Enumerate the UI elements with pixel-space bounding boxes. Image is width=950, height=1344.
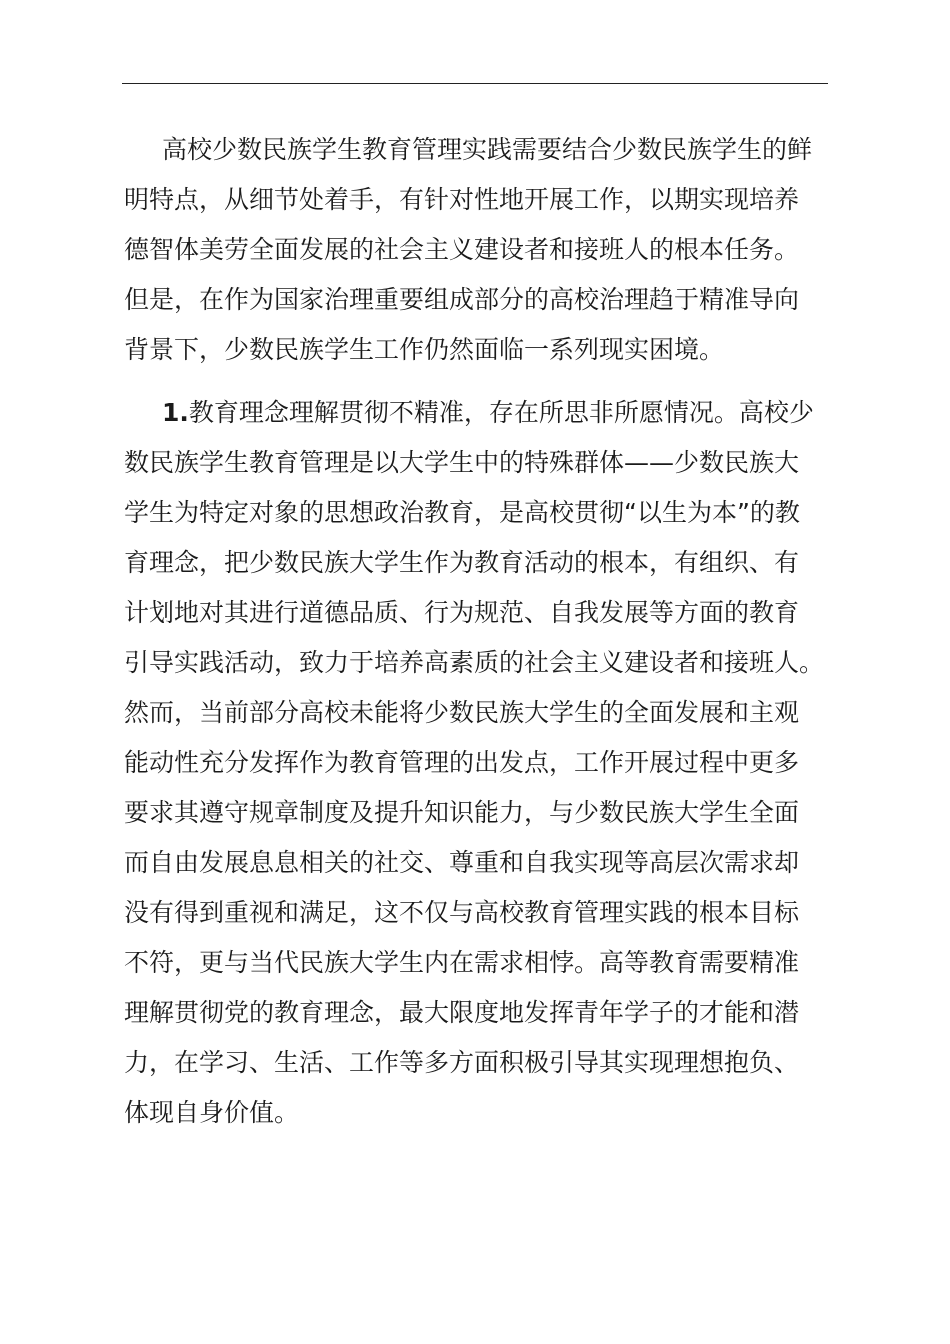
paragraph-first-line (162, 388, 814, 438)
paragraph-line: 力，在学习、生活、工作等多方面积极引导其实现理想抱负、 (124, 1048, 800, 1077)
paragraph-line: 明特点，从细节处着手，有针对性地开展工作，以期实现培养 (124, 185, 800, 214)
paragraph-line: 然而，当前部分高校未能将少数民族大学生的全面发展和主观 (124, 698, 800, 727)
paragraph-line: 高校少数民族学生教育管理实践需要结合少数民族学生的鲜 (162, 135, 813, 164)
paragraph-line: 要求其遵守规章制度及提升知识能力，与少数民族大学生全面 (124, 798, 800, 827)
paragraph-line: 数民族学生教育管理是以大学生中的特殊群体——少数民族大 (124, 448, 800, 477)
paragraph-line: 而自由发展息息相关的社交、尊重和自我实现等高层次需求却 (124, 848, 800, 877)
paragraph-line-text: 教育理念理解贯彻不精准，存在所思非所愿情况。高校少 (188, 398, 814, 427)
paragraph-line: 德智体美劳全面发展的社会主义建设者和接班人的根本任务。 (124, 235, 800, 264)
paragraph-line: 育理念，把少数民族大学生作为教育活动的根本，有组织、有 (124, 548, 800, 577)
paragraph-line: 学生为特定对象的思想政治教育，是高校贯彻“以生为本”的教 (124, 498, 800, 527)
paragraph-line: 引导实践活动，致力于培养高素质的社会主义建设者和接班人。 (124, 648, 825, 677)
paragraph-line: 但是，在作为国家治理重要组成部分的高校治理趋于精准导向 (124, 285, 800, 314)
paragraph-line: 计划地对其进行道德品质、行为规范、自我发展等方面的教育 (124, 598, 800, 627)
header-rule (122, 83, 828, 84)
section-number: 1. (162, 398, 189, 427)
paragraph-line: 没有得到重视和满足，这不仅与高校教育管理实践的根本目标 (124, 898, 800, 927)
paragraph-line: 能动性充分发挥作为教育管理的出发点，工作开展过程中更多 (124, 748, 800, 777)
paragraph-line: 理解贯彻党的教育理念，最大限度地发挥青年学子的才能和潜 (124, 998, 800, 1027)
paragraph-line: 背景下，少数民族学生工作仍然面临一系列现实困境。 (124, 335, 725, 364)
paragraph-line: 体现自身价值。 (124, 1098, 300, 1127)
paragraph-line: 不符，更与当代民族大学生内在需求相悖。高等教育需要精准 (124, 948, 800, 977)
